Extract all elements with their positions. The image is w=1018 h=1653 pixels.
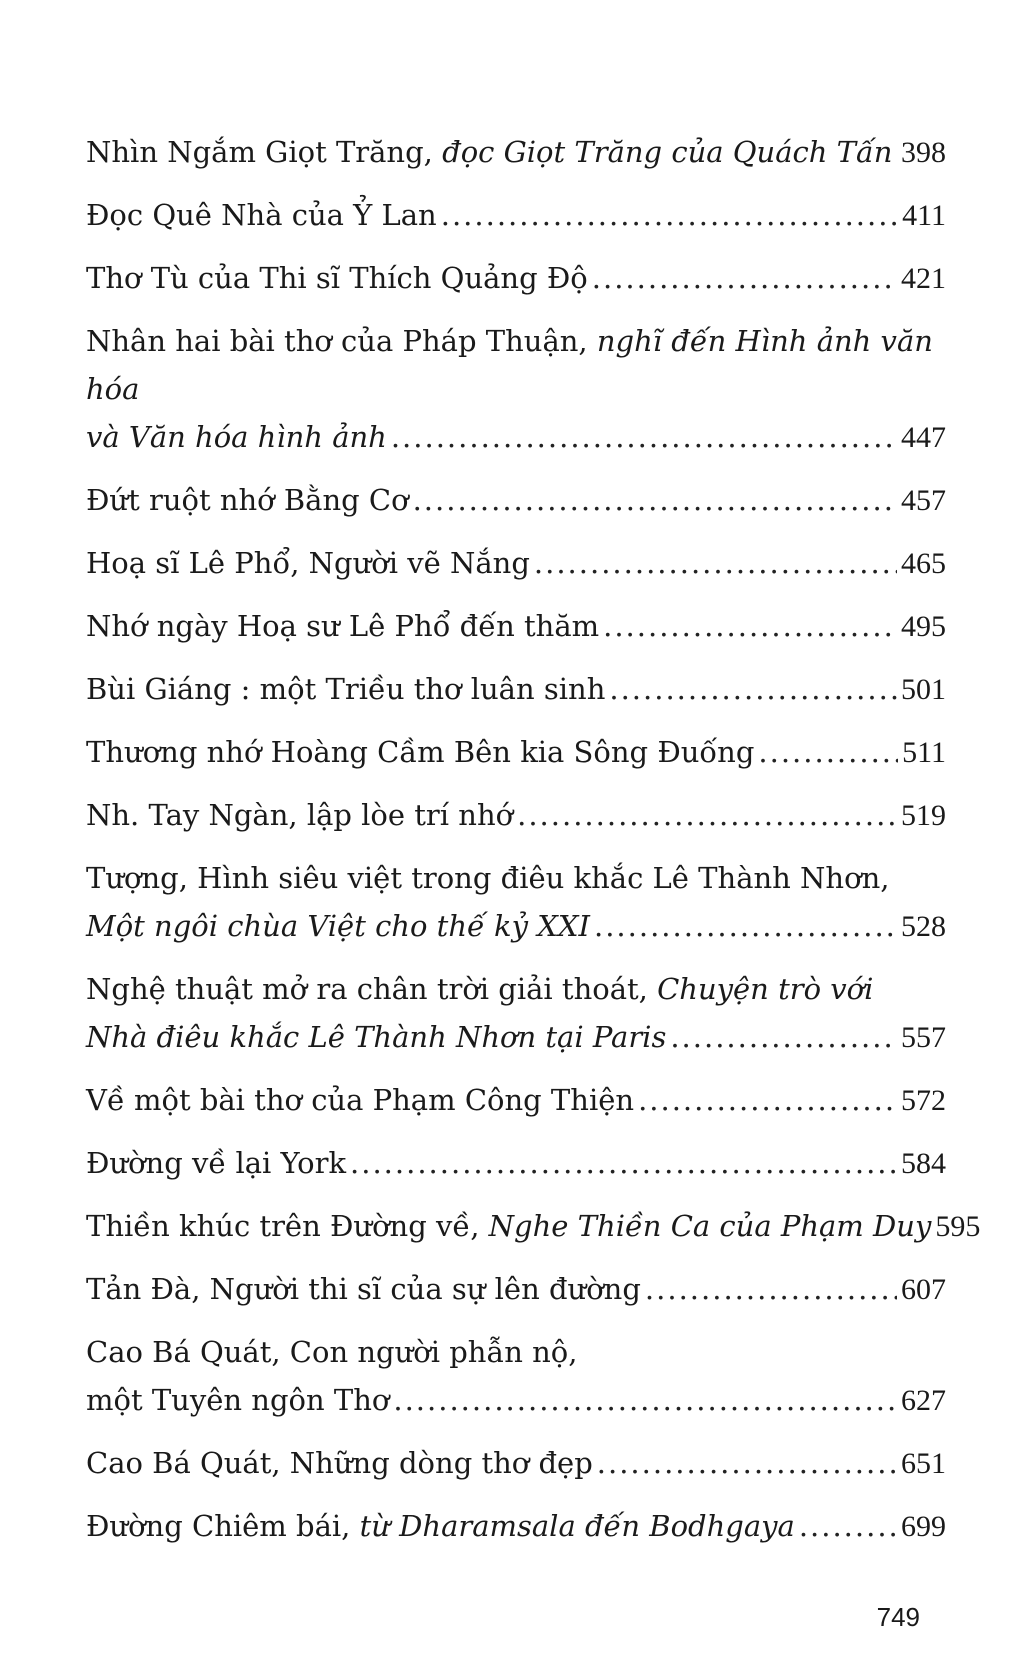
leader-dots bbox=[645, 1265, 897, 1313]
page-ref: 495 bbox=[901, 610, 946, 643]
toc-entry: Nh. Tay Ngàn, lập lòe trí nhớ ..... 519 bbox=[86, 791, 946, 840]
leader-dots bbox=[638, 1076, 897, 1124]
leader-dots bbox=[670, 1013, 897, 1061]
leader-dots bbox=[597, 1439, 897, 1487]
page-ref: 595 bbox=[935, 1210, 981, 1243]
page-number: 749 bbox=[876, 1602, 920, 1632]
toc-entry: Thiền khúc trên Đường về, Nghe Thiền Ca của Phạm Duy 595 bbox=[86, 1202, 946, 1251]
page-ref: 501 bbox=[901, 673, 946, 706]
leader-dots bbox=[592, 254, 897, 302]
toc-entry: Nghệ thuật mở ra chân trời giải thoát, Chuyện trò với Nhà điêu khắc Lê Thành Nhơn tại Paris ..... 557 bbox=[86, 965, 946, 1062]
page-ref: 528 bbox=[901, 910, 946, 943]
table-of-contents bbox=[86, 128, 981, 1565]
leader-dots bbox=[896, 128, 897, 176]
toc-entry: Đường về lại York ..... 584 bbox=[86, 1139, 946, 1188]
toc-entry: Đường Chiêm bái, từ Dharamsala đến Bodhgaya ..... 699 bbox=[86, 1502, 946, 1551]
leader-dots bbox=[413, 476, 897, 524]
toc-entry: Nhìn Ngắm Giọt Trăng, đọc Giọt Trăng của Quách Tấn ..... 398 bbox=[86, 128, 946, 177]
toc-entry: Thơ Tù của Thi sĩ Thích Quảng Độ ..... 421 bbox=[86, 254, 946, 303]
toc-entry: Tản Đà, Người thi sĩ của sự lên đường ..... 607 bbox=[86, 1265, 946, 1314]
leader-dots bbox=[609, 665, 897, 713]
page-ref: 457 bbox=[901, 484, 946, 517]
page-ref: 651 bbox=[901, 1447, 946, 1480]
toc-entry: Cao Bá Quát, Những dòng thơ đẹp ..... 651 bbox=[86, 1439, 946, 1488]
leader-dots bbox=[350, 1139, 897, 1187]
page-ref: 511 bbox=[902, 736, 946, 769]
leader-dots bbox=[441, 191, 898, 239]
page-ref: 519 bbox=[901, 799, 946, 832]
page-ref: 627 bbox=[901, 1384, 946, 1417]
leader-dots bbox=[603, 602, 897, 650]
leader-dots bbox=[758, 728, 898, 776]
page-ref: 398 bbox=[901, 136, 946, 169]
toc-entry: Đọc Quê Nhà của Ỷ Lan ..... 411 bbox=[86, 191, 946, 240]
leader-dots bbox=[391, 413, 897, 461]
toc-entry: Đứt ruột nhớ Bằng Cơ ..... 457 bbox=[86, 476, 946, 525]
page-ref: 421 bbox=[901, 262, 946, 295]
page-ref: 465 bbox=[901, 547, 946, 580]
toc-entry: Về một bài thơ của Phạm Công Thiện ..... 572 bbox=[86, 1076, 946, 1125]
toc-entry: Tượng, Hình siêu việt trong điêu khắc Lê Thành Nhơn, Một ngôi chùa Việt cho thế kỷ XXI ..... 528 bbox=[86, 854, 946, 951]
toc-entry: Bùi Giáng : một Triều thơ luân sinh ..... 501 bbox=[86, 665, 946, 714]
page-ref: 584 bbox=[901, 1147, 946, 1180]
leader-dots bbox=[799, 1502, 897, 1550]
toc-entry: Cao Bá Quát, Con người phẫn nộ, một Tuyên ngôn Thơ ..... 627 bbox=[86, 1328, 946, 1425]
toc-entry: Thương nhớ Hoàng Cầm Bên kia Sông Đuống ..... 511 bbox=[86, 728, 946, 777]
page-ref: 607 bbox=[901, 1273, 946, 1306]
toc-entry: Nhớ ngày Hoạ sư Lê Phổ đến thăm ..... 495 bbox=[86, 602, 946, 651]
leader-dots bbox=[517, 791, 897, 839]
leader-dots bbox=[534, 539, 897, 587]
toc-entry: Hoạ sĩ Lê Phổ, Người vẽ Nắng ..... 465 bbox=[86, 539, 946, 588]
page-ref: 572 bbox=[901, 1084, 946, 1117]
page-ref: 447 bbox=[901, 421, 946, 454]
leader-dots bbox=[393, 1376, 897, 1424]
page-ref: 411 bbox=[902, 199, 946, 232]
page-ref: 557 bbox=[901, 1021, 946, 1054]
page-ref: 699 bbox=[901, 1510, 946, 1543]
toc-entry: Nhân hai bài thơ của Pháp Thuận, nghĩ đến Hình ảnh văn hóa và Văn hóa hình ảnh ..... 447 bbox=[86, 317, 946, 462]
leader-dots bbox=[594, 902, 897, 950]
